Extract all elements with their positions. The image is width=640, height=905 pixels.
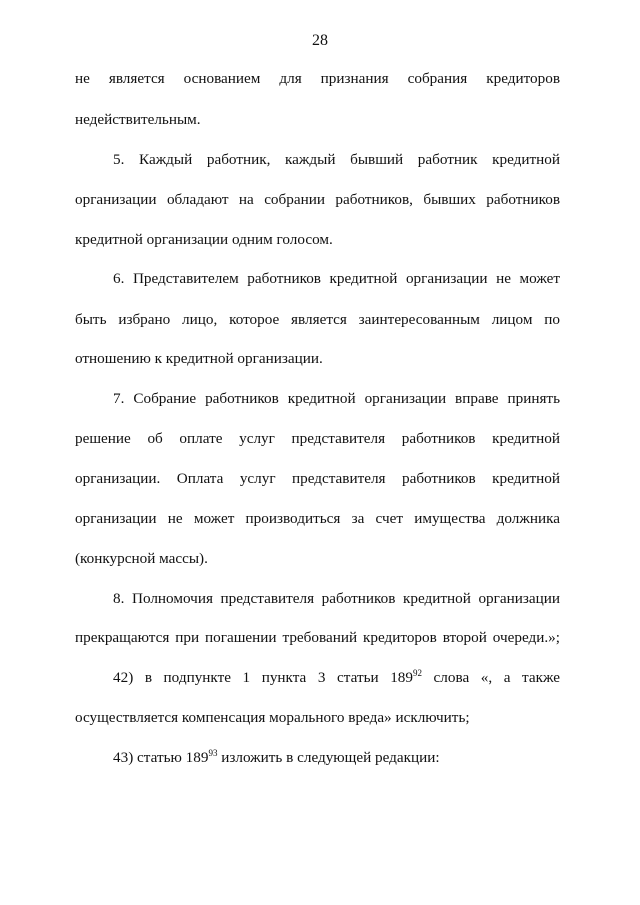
item-43-line — [113, 748, 560, 768]
page-number: 28 — [312, 32, 328, 49]
text-line: прекращаются при погашении требований кредиторов второй очереди.»; — [75, 629, 560, 646]
text-line: отношению к кредитной организации. — [75, 350, 323, 367]
item-43-text: 43) статью 189 — [113, 749, 209, 766]
text-line: не является основанием для признания собрания кредиторов — [75, 70, 560, 87]
superscript-93: 93 — [208, 748, 218, 758]
text-line: организации не может производиться за счет имущества должника — [75, 510, 560, 527]
text-line: решение об оплате услуг представителя работников кредитной — [75, 430, 560, 447]
text-line: организации обладают на собрании работников, бывших работников — [75, 191, 560, 208]
paragraph-6-line: 6. Представителем работников кредитной организации не может — [113, 270, 560, 287]
text-line: осуществляется компенсация морального вреда» исключить; — [75, 709, 470, 726]
item-42-line — [113, 668, 560, 688]
text-line: (конкурсной массы). — [75, 550, 208, 567]
item-42-text: 42) в подпункте 1 пункта 3 статьи 189 — [113, 669, 413, 686]
paragraph-5-line: 5. Каждый работник, каждый бывший работник кредитной — [113, 151, 560, 168]
item-42-text-end: слова «, а также — [421, 669, 560, 686]
text-line: быть избрано лицо, которое является заинтересованным лицом по — [75, 311, 560, 328]
text-line: организации. Оплата услуг представителя работников кредитной — [75, 470, 560, 487]
paragraph-7-line: 7. Собрание работников кредитной организации вправе принять — [113, 390, 560, 407]
item-43-text-end: изложить в следующей редакции: — [217, 749, 440, 766]
text-line: кредитной организации одним голосом. — [75, 231, 333, 248]
superscript-92: 92 — [412, 668, 422, 678]
text-line: недействительным. — [75, 111, 201, 128]
paragraph-8-line: 8. Полномочия представителя работников кредитной организации — [113, 590, 560, 607]
